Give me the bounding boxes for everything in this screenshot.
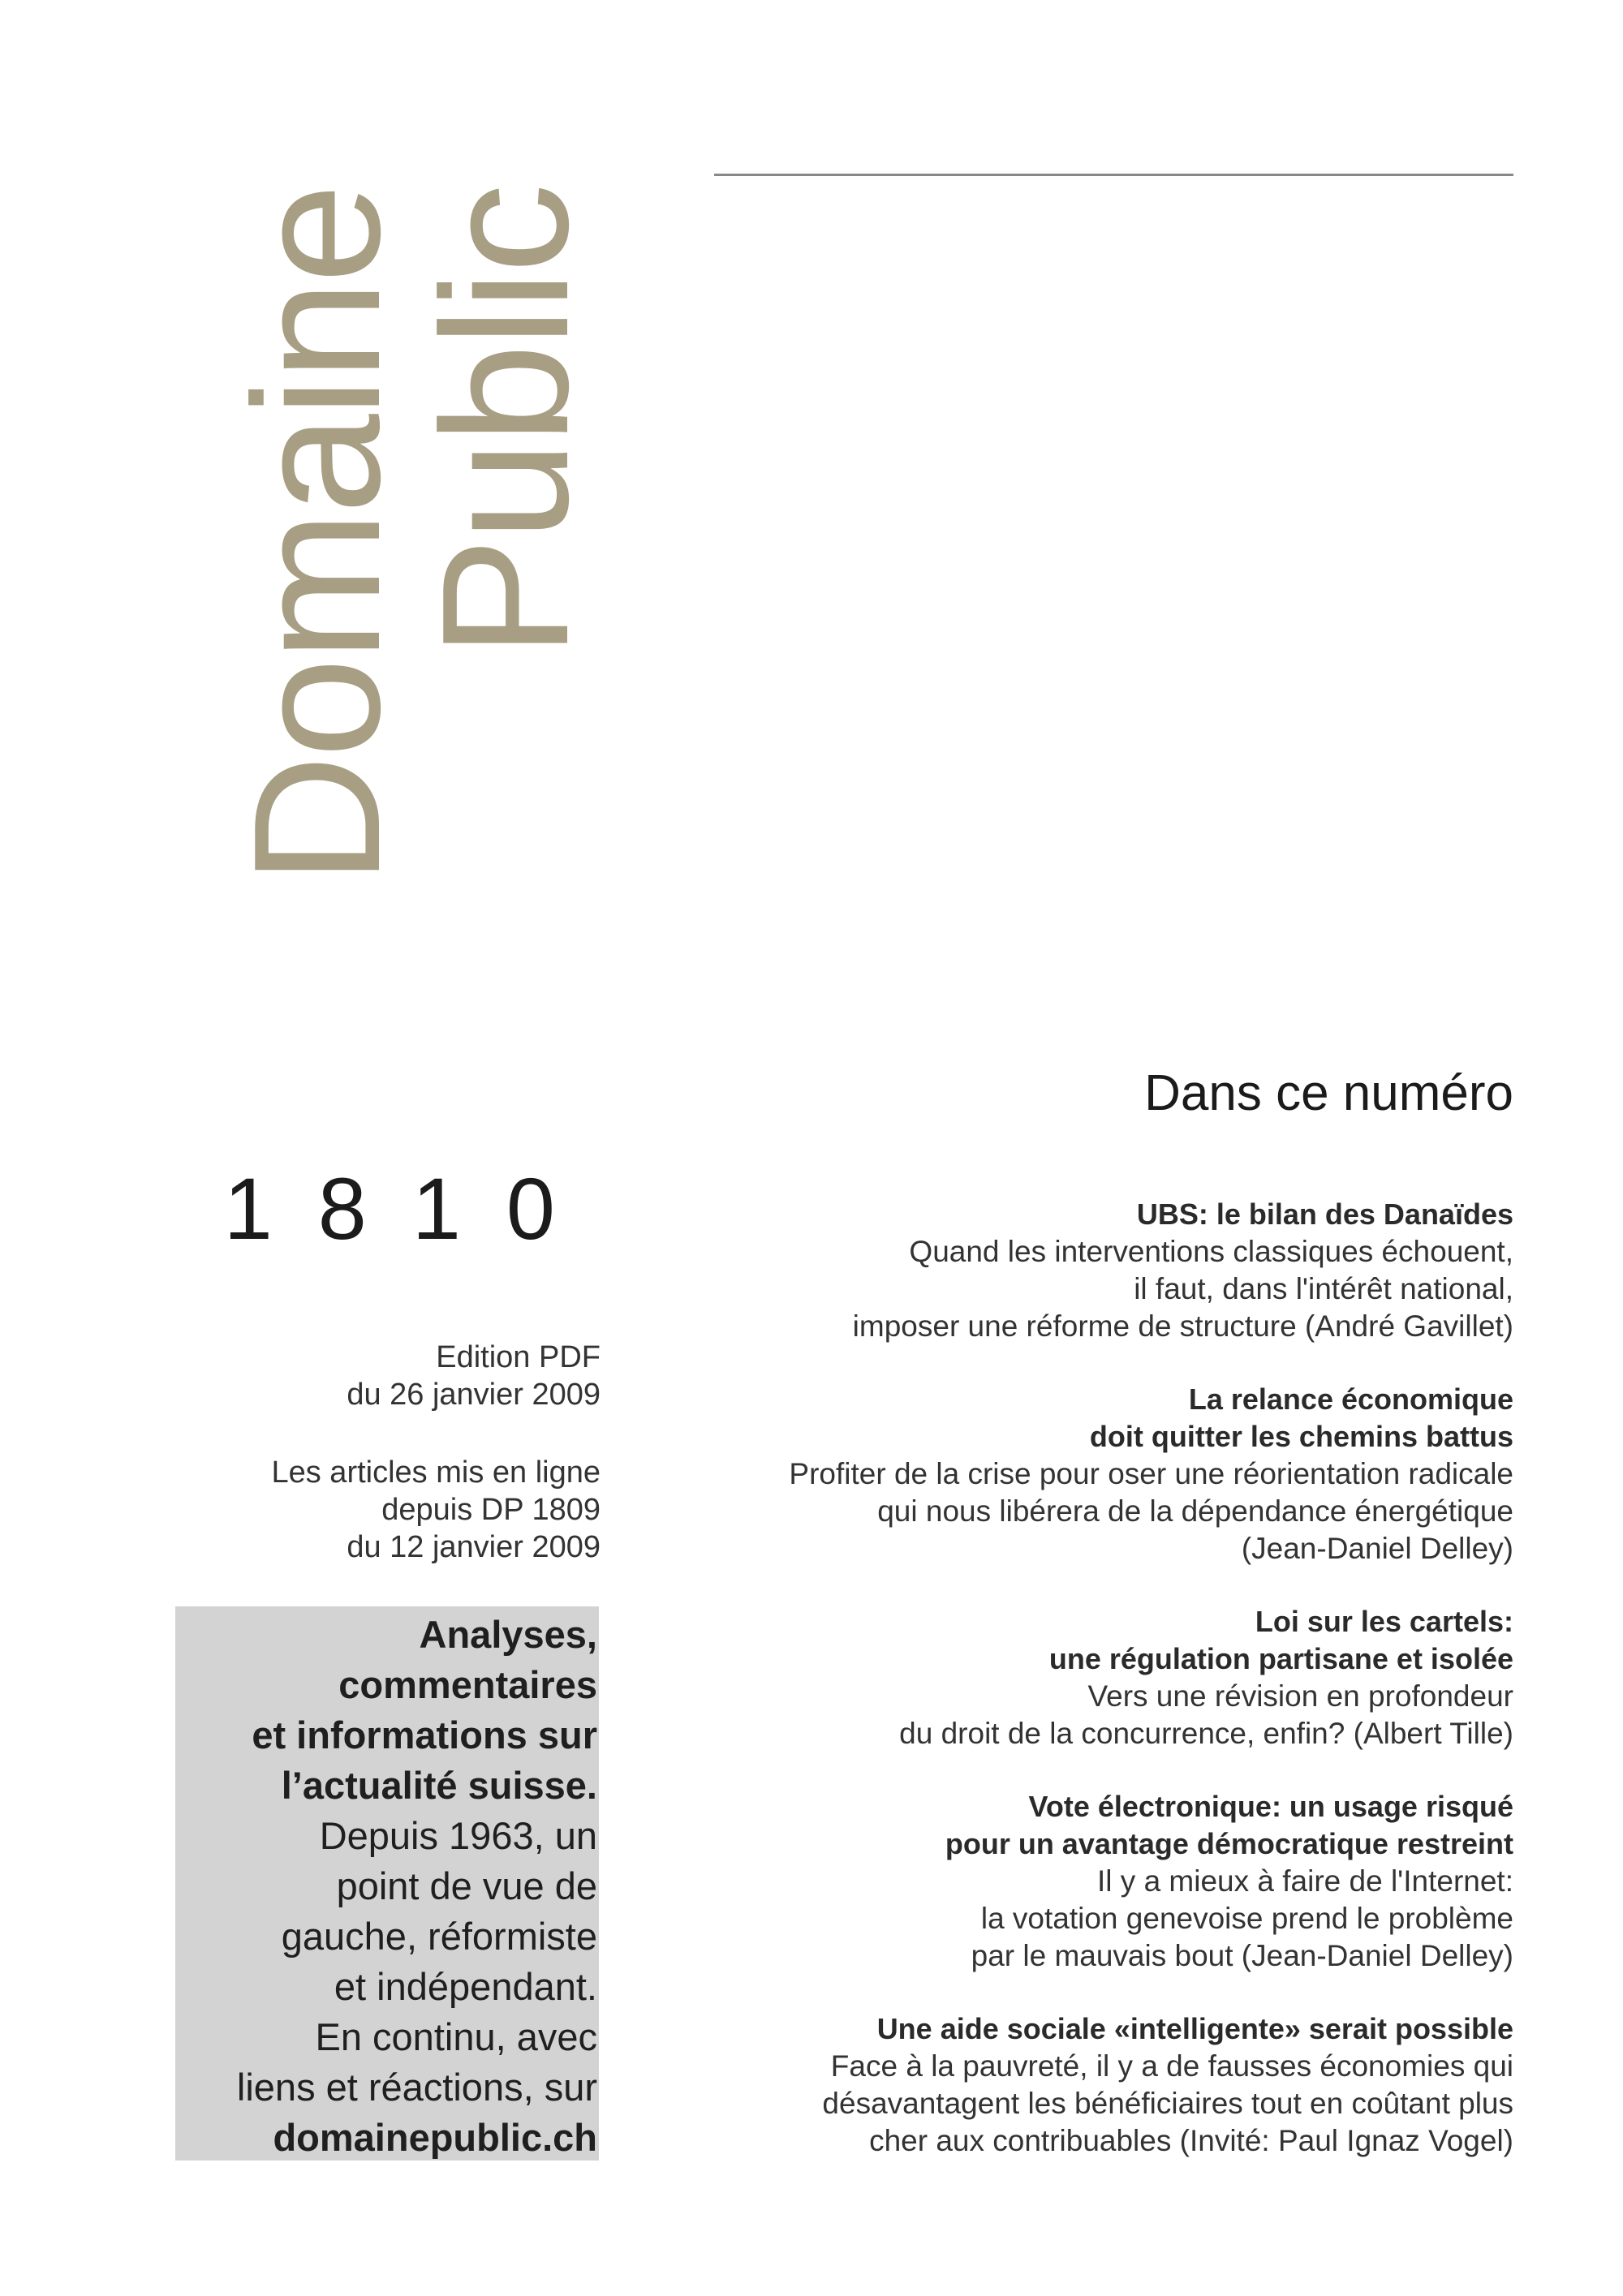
article-teaser: du droit de la concurrence, enfin? (Albert Tille) [899,1717,1513,1750]
article-teaser: Face à la pauvreté, il y a de fausses économies qui [830,2049,1513,2083]
about-box [175,1606,599,2161]
about-bold-line: Analyses, [419,1613,597,1656]
article-headline: pour un avantage démocratique restreint [945,1827,1513,1860]
article-headline: une régulation partisane et isolée [1048,1642,1513,1675]
article-teaser: cher aux contribuables (Invité: Paul Ignaz Vogel) [869,2124,1513,2157]
article-headline: doit quitter les chemins battus [1089,1420,1513,1453]
about-line: En continu, avec [315,2015,597,2058]
article-teaser: Profiter de la crise pour oser une réorientation radicale [789,1457,1513,1490]
toc-entry[interactable] [714,1381,1513,1567]
online-line: du 12 janvier 2009 [347,1530,601,1564]
toc-entry[interactable] [714,1788,1513,1975]
edition-info [219,1339,601,1413]
about-line: liens et réactions, sur [236,2066,597,2109]
about-line: et indépendant. [334,1965,597,2008]
toc-entry[interactable] [714,2010,1513,2160]
article-teaser: Il y a mieux à faire de l'Internet: [1097,1864,1513,1898]
article-teaser: (Jean-Daniel Delley) [1241,1532,1513,1565]
online-line: depuis DP 1809 [381,1493,601,1527]
article-teaser: désavantagent les bénéficiaires tout en coûtant plus [822,2087,1513,2120]
about-line: point de vue de [336,1864,597,1907]
masthead-line-public: Public [405,187,606,658]
article-teaser: la votation genevoise prend le problème [980,1902,1513,1935]
website-link[interactable]: domainepublic.ch [273,2116,597,2159]
article-headline: Une aide sociale «intelligente» serait possible [876,2012,1513,2045]
toc-entry[interactable] [714,1196,1513,1345]
article-teaser: qui nous libérera de la dépendance énergétique [877,1494,1513,1528]
issue-number: 1810 [223,1159,601,1258]
article-teaser: par le mauvais bout (Jean-Daniel Delley) [971,1939,1513,1972]
about-bold-line: l’actualité suisse. [281,1764,597,1807]
about-bold-line: et informations sur [252,1713,597,1756]
article-headline: Vote électronique: un usage risqué [1028,1790,1513,1823]
article-teaser: il faut, dans l'intérêt national, [1134,1272,1513,1305]
edition-line: Edition PDF [436,1340,601,1374]
online-line: Les articles mis en ligne [271,1455,601,1490]
online-articles-info [219,1454,601,1566]
masthead-line-domaine: Domaine [217,187,418,885]
about-line: gauche, réformiste [281,1915,597,1958]
top-divider [714,174,1513,176]
about-line: Depuis 1963, un [319,1814,597,1857]
article-teaser: Vers une révision en profondeur [1087,1679,1513,1713]
article-headline: Loi sur les cartels: [1255,1605,1513,1638]
article-headline: UBS: le bilan des Danaïdes [1136,1197,1513,1231]
about-bold-line: commentaires [338,1663,597,1706]
table-of-contents [714,1196,1513,2195]
toc-title: Dans ce numéro [1144,1065,1513,1121]
masthead-title [217,187,613,1120]
article-teaser: imposer une réforme de structure (André Gavillet) [852,1309,1513,1343]
edition-date: du 26 janvier 2009 [347,1378,601,1412]
toc-entry[interactable] [714,1603,1513,1752]
article-teaser: Quand les interventions classiques échouent, [909,1235,1513,1268]
article-headline: La relance économique [1188,1382,1513,1416]
